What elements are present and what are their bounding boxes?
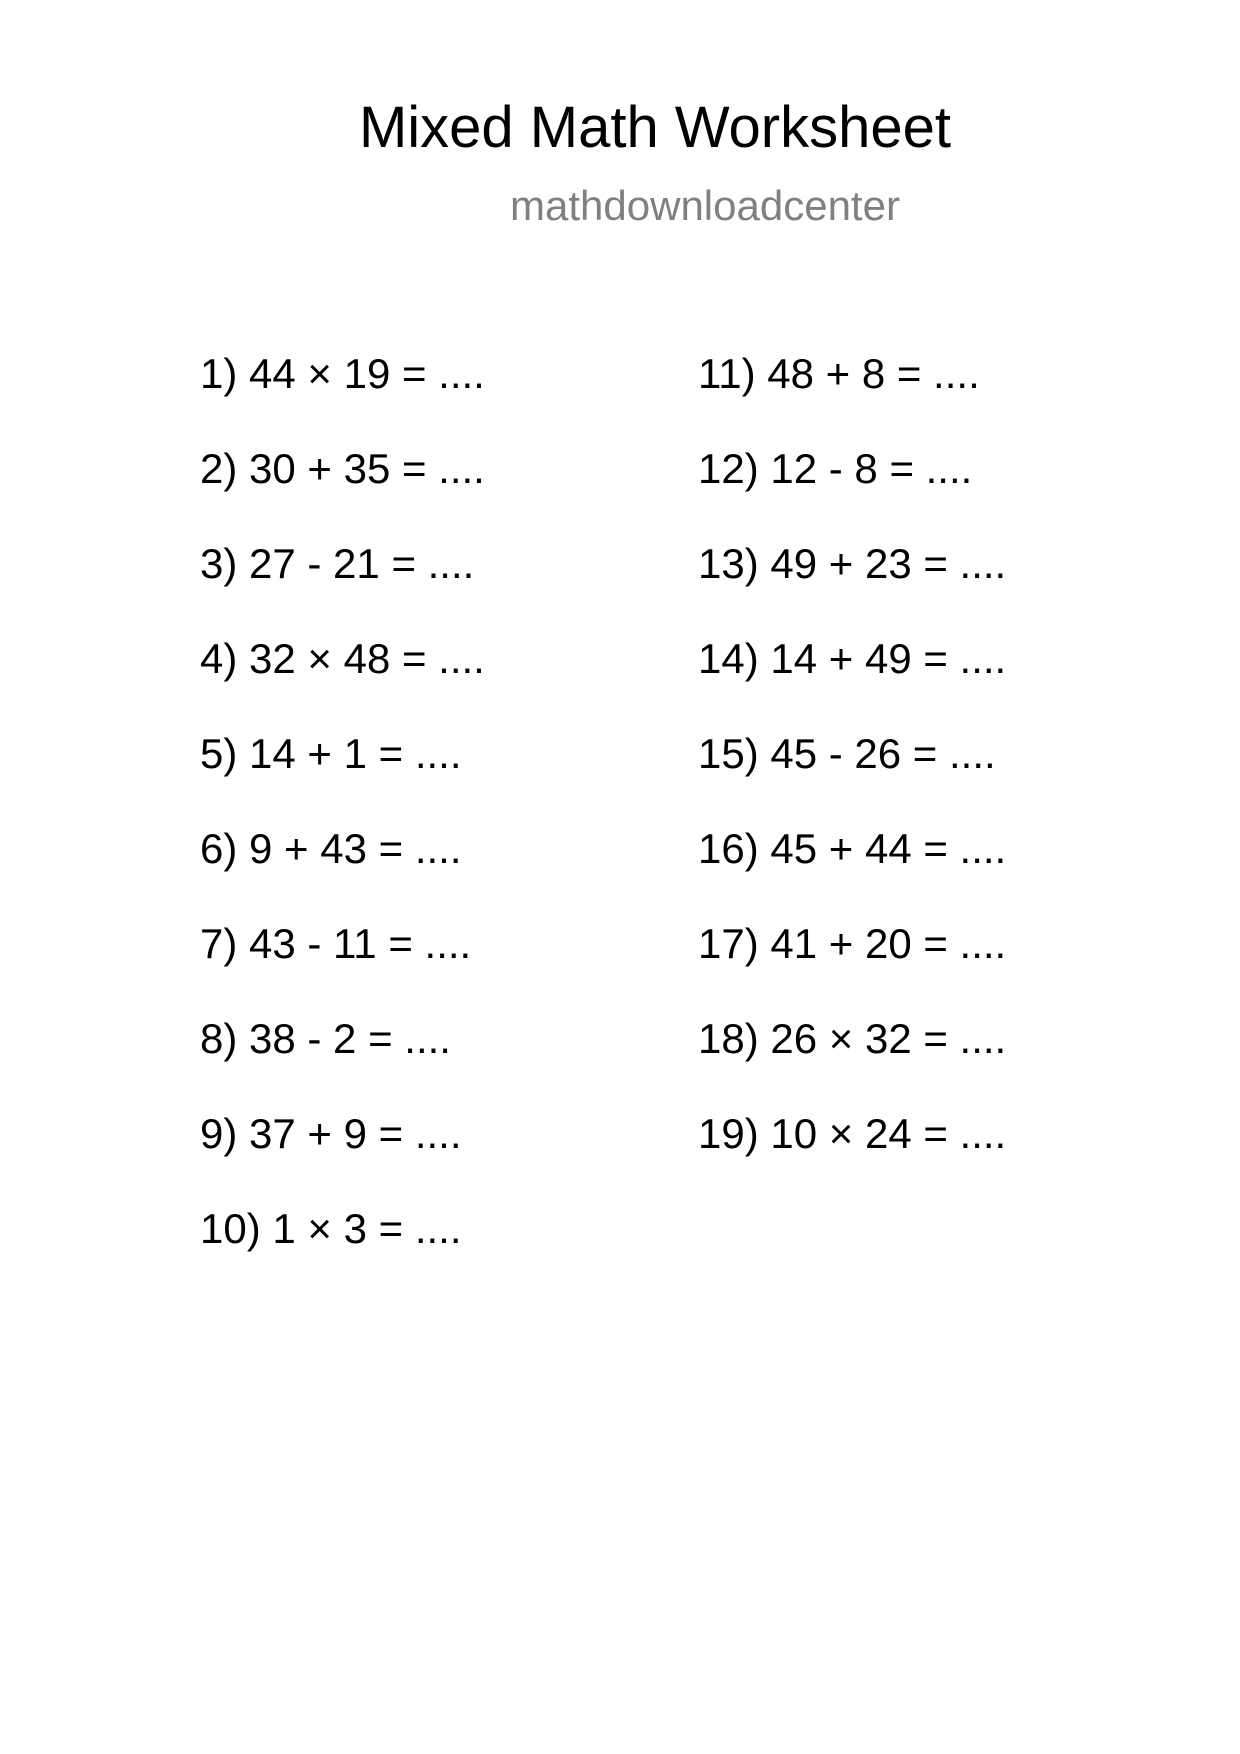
problem-7: 7) 43 - 11 = .... (200, 920, 472, 967)
problem-4: 4) 32 × 48 = .... (200, 635, 485, 682)
problem-16: 16) 45 + 44 = .... (698, 825, 1007, 872)
problem-12: 12) 12 - 8 = .... (698, 445, 973, 492)
worksheet-source: mathdownloadcenter (510, 182, 900, 229)
problem-9: 9) 37 + 9 = .... (200, 1110, 462, 1157)
problem-8: 8) 38 - 2 = .... (200, 1015, 451, 1062)
problem-15: 15) 45 - 26 = .... (698, 730, 996, 777)
problem-6: 6) 9 + 43 = .... (200, 825, 462, 872)
problem-1: 1) 44 × 19 = .... (200, 350, 485, 397)
problem-13: 13) 49 + 23 = .... (698, 540, 1007, 587)
problem-10: 10) 1 × 3 = .... (200, 1205, 462, 1252)
problem-5: 5) 14 + 1 = .... (200, 730, 462, 777)
problem-2: 2) 30 + 35 = .... (200, 445, 485, 492)
problem-19: 19) 10 × 24 = .... (698, 1110, 1007, 1157)
worksheet-title: Mixed Math Worksheet (358, 95, 952, 160)
problem-3: 3) 27 - 21 = .... (200, 540, 475, 587)
problem-11: 11) 48 + 8 = .... (698, 350, 980, 397)
problem-18: 18) 26 × 32 = .... (698, 1015, 1007, 1062)
problem-17: 17) 41 + 20 = .... (698, 920, 1007, 967)
problem-14: 14) 14 + 49 = .... (698, 635, 1007, 682)
